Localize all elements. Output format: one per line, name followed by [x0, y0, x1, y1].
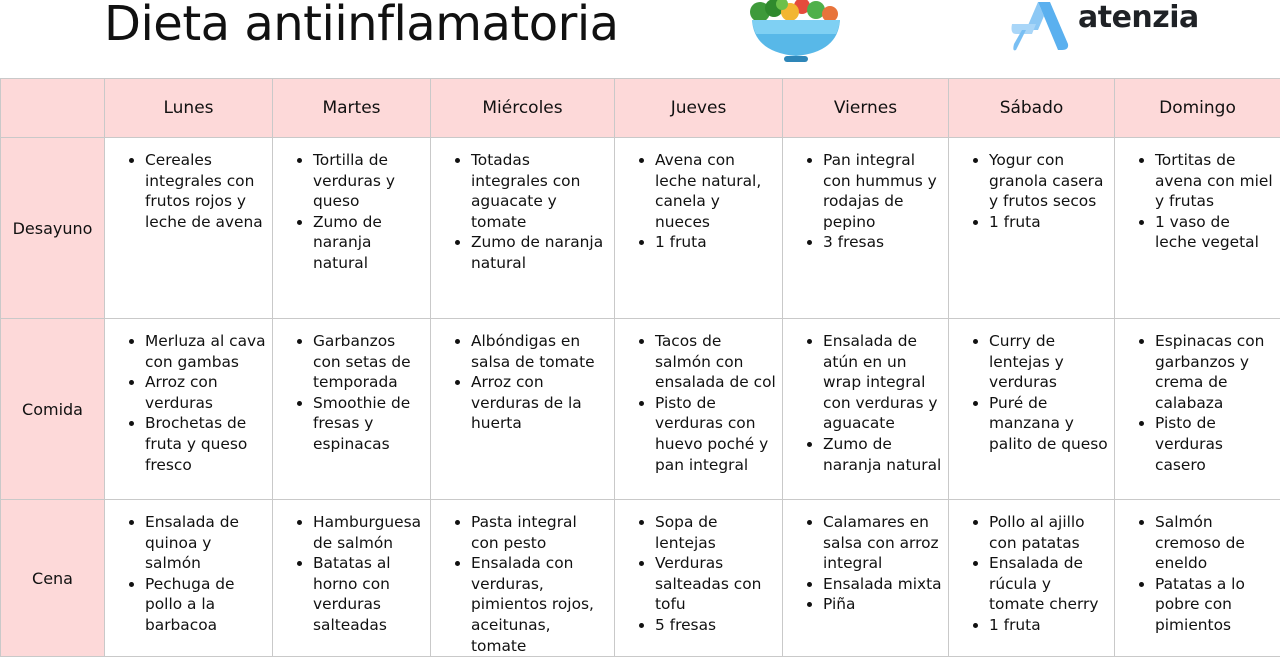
meal-items-list	[447, 331, 608, 434]
meal-items-list	[1131, 331, 1274, 475]
meal-item: • Totadas integrales con aguacate y tomate	[471, 150, 608, 232]
salad-bowl-icon	[740, 0, 848, 66]
meal-item: • 1 fruta	[989, 212, 1108, 233]
meal-items-list	[965, 150, 1108, 232]
meal-cell	[615, 500, 783, 657]
meal-items-list	[289, 331, 424, 455]
day-header: Viernes	[783, 79, 949, 138]
meal-item: • Tortitas de avena con miel y frutas	[1155, 150, 1274, 212]
brand-name: atenzia	[1078, 0, 1199, 35]
meal-item: • Zumo de naranja natural	[313, 212, 424, 274]
meal-item: • Zumo de naranja natural	[823, 434, 942, 475]
meal-item: • Arroz con verduras	[145, 372, 266, 413]
meal-item: • Pollo al ajillo con patatas	[989, 512, 1108, 553]
meal-cell	[273, 319, 431, 500]
meal-items-list	[289, 512, 424, 636]
meal-row	[1, 500, 1280, 657]
meal-item: • Piña	[823, 594, 942, 615]
brand-logo	[1008, 0, 1199, 52]
meal-item: • 5 fresas	[655, 615, 776, 636]
meal-cell	[431, 319, 615, 500]
meal-item: • Yogur con granola casera y frutos secos	[989, 150, 1108, 212]
meal-cell	[1115, 319, 1280, 500]
meal-item: • 1 vaso de leche vegetal	[1155, 212, 1274, 253]
meal-item: • 1 fruta	[655, 232, 776, 253]
meal-item: • Batatas al horno con verduras salteadas	[313, 553, 424, 635]
meal-item: • 1 fruta	[989, 615, 1108, 636]
meal-item: • Garbanzos con setas de temporada	[313, 331, 424, 393]
meal-item: • 3 fresas	[823, 232, 942, 253]
meal-item: • Ensalada de quinoa y salmón	[145, 512, 266, 574]
meal-cell	[105, 319, 273, 500]
meal-cell	[1115, 500, 1280, 657]
meal-row	[1, 319, 1280, 500]
meal-item: • Ensalada con verduras, pimientos rojos, aceitunas, tomate	[471, 553, 608, 656]
meal-items-list	[631, 331, 776, 475]
meal-item: • Verduras salteadas con tofu	[655, 553, 776, 615]
meal-cell	[431, 500, 615, 657]
meal-cell	[783, 138, 949, 319]
meal-items-list	[799, 512, 942, 615]
meal-items-list	[447, 150, 608, 274]
meal-cell	[783, 500, 949, 657]
meal-item: • Ensalada mixta	[823, 574, 942, 595]
meal-item: • Avena con leche natural, canela y nueces	[655, 150, 776, 232]
meal-label: Desayuno	[1, 138, 105, 319]
page-title: Dieta antiinflamatoria	[104, 0, 619, 52]
weekly-meal-table	[0, 78, 1280, 657]
meal-item: • Sopa de lentejas	[655, 512, 776, 553]
meal-row	[1, 138, 1280, 319]
meal-cell	[949, 319, 1115, 500]
meal-item: • Pan integral con hummus y rodajas de pepino	[823, 150, 942, 232]
meal-cell	[1115, 138, 1280, 319]
meal-item: • Patatas a lo pobre con pimientos	[1155, 574, 1274, 636]
atenzia-logo-icon	[1008, 0, 1072, 52]
meal-item: • Albóndigas en salsa de tomate	[471, 331, 608, 372]
meal-item: • Pisto de verduras con huevo poché y pan integral	[655, 393, 776, 475]
meal-items-list	[1131, 150, 1274, 253]
meal-item: • Tortilla de verduras y queso	[313, 150, 424, 212]
meal-item: • Hamburguesa de salmón	[313, 512, 424, 553]
meal-cell	[105, 138, 273, 319]
meal-items-list	[121, 512, 266, 636]
meal-item: • Ensalada de atún en un wrap integral con verduras y aguacate	[823, 331, 942, 434]
meal-cell	[273, 500, 431, 657]
day-header: Martes	[273, 79, 431, 138]
header-row	[1, 79, 1280, 138]
meal-item: • Tacos de salmón con ensalada de col	[655, 331, 776, 393]
meal-items-list	[121, 331, 266, 475]
meal-item: • Calamares en salsa con arroz integral	[823, 512, 942, 574]
meal-items-list	[121, 150, 266, 232]
meal-items-list	[799, 150, 942, 253]
meal-cell	[615, 319, 783, 500]
meal-item: • Puré de manzana y palito de queso	[989, 393, 1108, 455]
meal-item: • Cereales integrales con frutos rojos y leche de avena	[145, 150, 266, 232]
meal-cell	[783, 319, 949, 500]
meal-item: • Smoothie de fresas y espinacas	[313, 393, 424, 455]
day-header: Jueves	[615, 79, 783, 138]
day-header: Miércoles	[431, 79, 615, 138]
meal-item: • Pasta integral con pesto	[471, 512, 608, 553]
meal-item: • Curry de lentejas y verduras	[989, 331, 1108, 393]
meal-item: • Zumo de naranja natural	[471, 232, 608, 273]
day-header: Sábado	[949, 79, 1115, 138]
meal-item: • Espinacas con garbanzos y crema de calabaza	[1155, 331, 1274, 413]
meal-item: • Ensalada de rúcula y tomate cherry	[989, 553, 1108, 615]
meal-item: • Brochetas de fruta y queso fresco	[145, 413, 266, 475]
meal-items-list	[447, 512, 608, 656]
meal-items-list	[965, 512, 1108, 636]
meal-label: Comida	[1, 319, 105, 500]
meal-item: • Pisto de verduras casero	[1155, 413, 1274, 475]
meal-item: • Arroz con verduras de la huerta	[471, 372, 608, 434]
meal-item: • Pechuga de pollo a la barbacoa	[145, 574, 266, 636]
meal-cell	[949, 138, 1115, 319]
meal-cell	[273, 138, 431, 319]
meal-items-list	[799, 331, 942, 475]
meal-cell	[105, 500, 273, 657]
meal-cell	[431, 138, 615, 319]
meal-cell	[615, 138, 783, 319]
meal-items-list	[631, 150, 776, 253]
meal-items-list	[965, 331, 1108, 455]
day-header: Lunes	[105, 79, 273, 138]
meal-items-list	[289, 150, 424, 274]
meal-label: Cena	[1, 500, 105, 657]
meal-items-list	[1131, 512, 1274, 636]
meal-item: • Merluza al cava con gambas	[145, 331, 266, 372]
meal-item: • Salmón cremoso de eneldo	[1155, 512, 1274, 574]
meal-cell	[949, 500, 1115, 657]
corner-cell	[1, 79, 105, 138]
meal-items-list	[631, 512, 776, 636]
day-header: Domingo	[1115, 79, 1280, 138]
